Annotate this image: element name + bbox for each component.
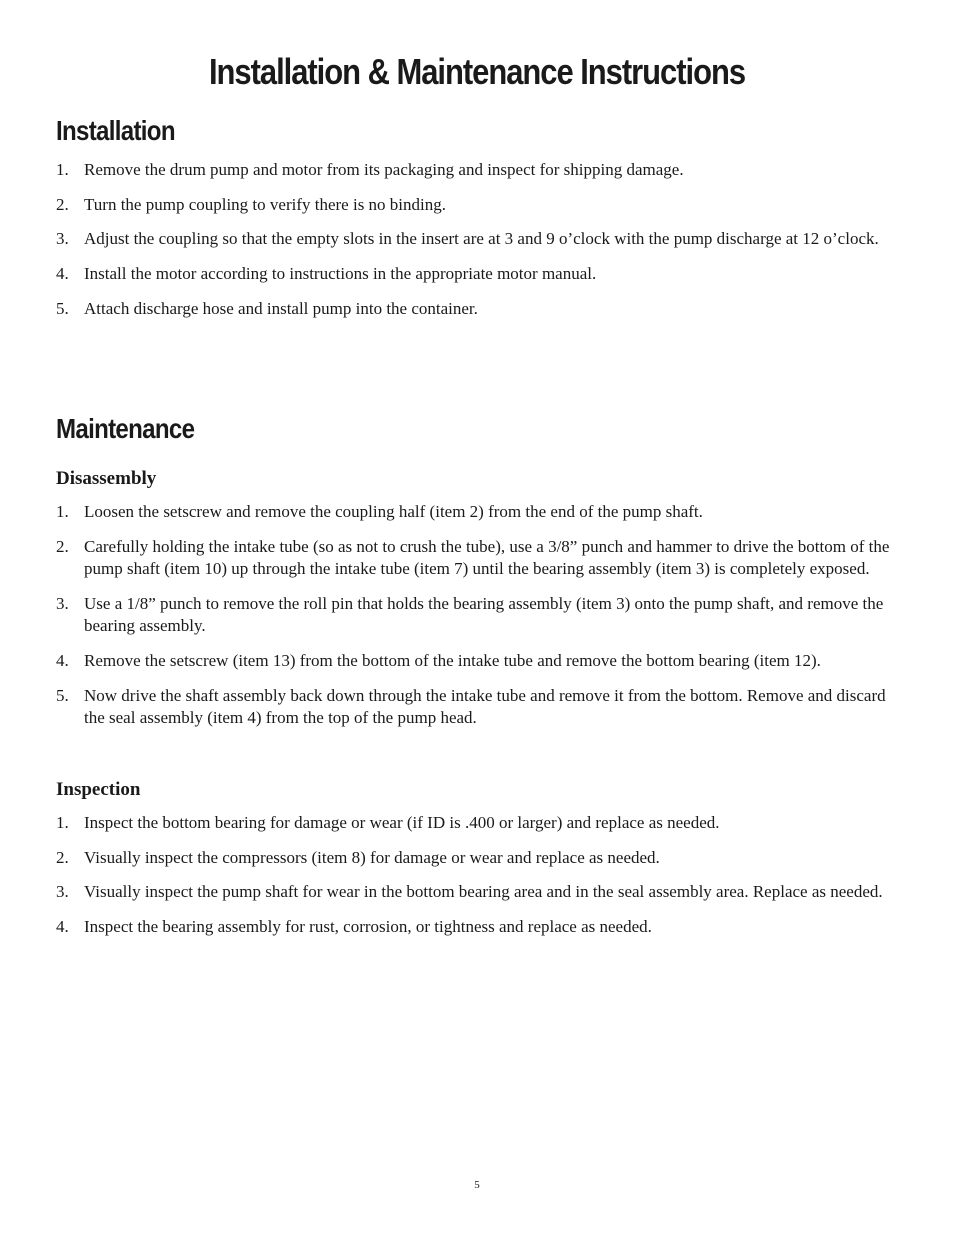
step-text: Use a 1/8” punch to remove the roll pin that holds the bearing assembly (item 3) onto the pump shaft, and remove the bearing assembly. [84, 593, 884, 636]
step-number: 2. [56, 536, 69, 556]
step-text: Adjust the coupling so that the empty slots in the insert are at 3 and 9 o’clock with the pump discharge at 12 o’clock. [84, 229, 879, 249]
step-text: Inspect the bearing assembly for rust, corrosion, or tightness and replace as needed. [84, 917, 652, 937]
installation-step-3 [56, 228, 898, 251]
inspection-step-1 [56, 812, 898, 835]
inspection-steps [56, 812, 898, 951]
step-number: 2. [56, 847, 69, 867]
disassembly-steps [56, 501, 898, 742]
inspection-step-3 [56, 881, 898, 904]
step-number: 5. [56, 298, 69, 318]
step-text: Turn the pump coupling to verify there is no binding. [84, 194, 447, 214]
installation-step-5 [56, 298, 898, 321]
disassembly-heading: Disassembly [56, 468, 157, 489]
installation-heading: Installation [56, 115, 175, 146]
step-number: 3. [56, 882, 69, 902]
inspection-heading: Inspection [56, 779, 141, 800]
disassembly-step-2 [56, 536, 898, 581]
step-number: 1. [56, 813, 69, 832]
installation-step-1 [56, 159, 898, 182]
step-text: Visually inspect the pump shaft for wear in the bottom bearing area and in the seal assembly area. Replace as needed. [84, 882, 883, 902]
step-number: 3. [56, 593, 69, 613]
step-text: Visually inspect the compressors (item 8) for damage or wear and replace as needed. [84, 847, 660, 867]
disassembly-step-5 [56, 685, 898, 730]
step-number: 4. [56, 264, 69, 284]
disassembly-step-4 [56, 650, 898, 673]
step-number: 2. [56, 194, 69, 214]
inspection-step-2 [56, 847, 898, 870]
step-text: Loosen the setscrew and remove the coupling half (item 2) from the end of the pump shaft. [84, 502, 703, 521]
step-text: Remove the setscrew (item 13) from the bottom of the intake tube and remove the bottom bearing (item 12). [84, 651, 821, 671]
page-title: Installation & Maintenance Instructions [208, 51, 746, 92]
step-number: 1. [56, 160, 69, 179]
maintenance-heading: Maintenance [56, 413, 195, 444]
installation-step-2 [56, 194, 898, 217]
disassembly-step-3 [56, 593, 898, 638]
step-number: 4. [56, 917, 69, 937]
step-number: 4. [56, 651, 69, 671]
step-text: Attach discharge hose and install pump into the container. [84, 298, 478, 318]
installation-steps [56, 159, 898, 332]
step-number: 3. [56, 229, 69, 249]
step-number: 5. [56, 685, 69, 705]
installation-step-4 [56, 263, 898, 286]
page-number: 5 [474, 1179, 480, 1191]
step-text: Install the motor according to instructions in the appropriate motor manual. [84, 264, 597, 284]
inspection-step-4 [56, 916, 898, 939]
step-text: Remove the drum pump and motor from its packaging and inspect for shipping damage. [84, 160, 684, 179]
step-text: Carefully holding the intake tube (so as not to crush the tube), use a 3/8” punch and hammer to drive the bottom of the pump shaft (item 10) up through the intake tube (item 7) until the bearing assembly (item 3) is completely exposed. [84, 536, 890, 579]
disassembly-step-1 [56, 501, 898, 524]
step-text: Inspect the bottom bearing for damage or wear (if ID is .400 or larger) and replace as needed. [84, 813, 720, 832]
step-text: Now drive the shaft assembly back down through the intake tube and remove it from the bottom. Remove and discard the seal assembly (item 4) from the top of the pump head. [84, 685, 886, 728]
step-number: 1. [56, 502, 69, 521]
